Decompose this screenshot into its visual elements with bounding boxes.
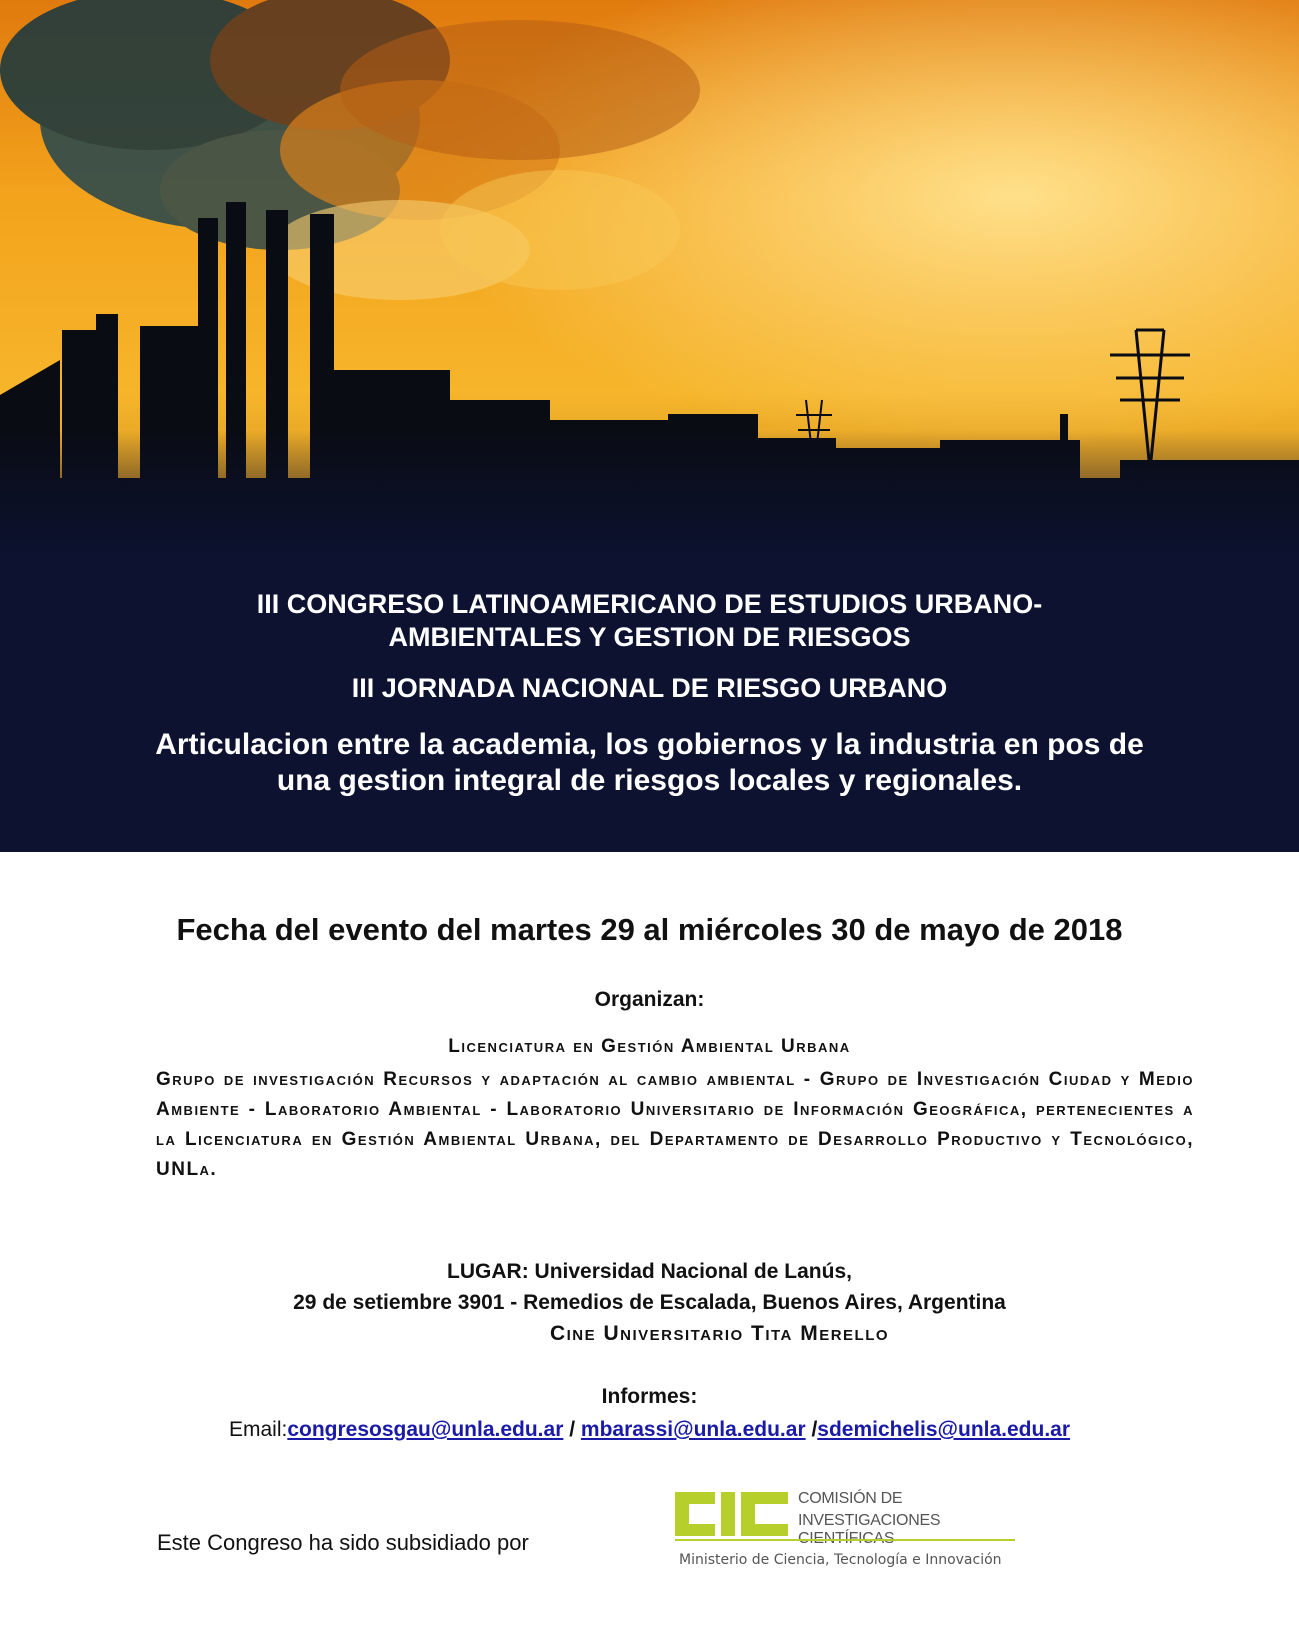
email-link-congresosgau[interactable]: congresosgau@unla.edu.ar <box>287 1418 564 1441</box>
info-label: Informes: <box>601 1385 698 1408</box>
logo-divider <box>675 1539 1015 1541</box>
congress-title <box>0 588 1299 654</box>
industrial-smoke-image <box>0 0 1299 560</box>
venue-line-3: Cine Universitario Tita Merello <box>549 1322 890 1345</box>
cic-logo <box>655 1476 1031 1588</box>
program-name: Licenciatura en Gestión Ambiental Urbana <box>448 1036 851 1057</box>
research-groups: Grupo de investigación Recursos y adaptación al cambio ambiental - Grupo de Investigación Ciudad y Medio Ambiente - Laboratorio Ambiental - Laboratorio Universitario de Información Geográfica, pertenecientes a la Licenciatura en Gestión Ambiental Urbana, del Departamento de Desarrollo Productivo y Tecnológico, UNLa. <box>156 1069 1194 1180</box>
subsidy-text: Este Congreso ha sido subsidiado por <box>157 1530 529 1555</box>
email-prefix: Email: <box>228 1418 288 1441</box>
email-separator: / <box>805 1418 818 1441</box>
jornada-title: III JORNADA NACIONAL DE RIESGO URBANO <box>351 673 948 703</box>
congress-title-line-2: AMBIENTALES Y GESTION DE RIESGOS <box>388 622 911 652</box>
email-separator: / <box>563 1418 581 1441</box>
logo-text-line-1: COMISIÓN DE <box>798 1490 903 1507</box>
cic-logo-mark <box>675 1492 788 1536</box>
logo-text-line-2: INVESTIGACIONES <box>798 1512 941 1529</box>
email-link-mbarassi[interactable]: mbarassi@unla.edu.ar <box>580 1418 806 1441</box>
logo-ministry-text: Ministerio de Ciencia, Tecnología e Innovación <box>679 1552 1002 1568</box>
organizers-label: Organizan: <box>594 988 705 1011</box>
congress-theme-line-1: Articulacion entre la academia, los gobiernos y la industria en pos de <box>155 728 1144 761</box>
email-link-sdemichelis[interactable]: sdemichelis@unla.edu.ar <box>817 1418 1071 1441</box>
congress-theme <box>0 727 1299 799</box>
email-line <box>0 1418 1299 1442</box>
congress-title-line-1: III CONGRESO LATINOAMERICANO DE ESTUDIOS URBANO- <box>256 589 1043 619</box>
venue-line-1: LUGAR: Universidad Nacional de Lanús, <box>447 1260 852 1283</box>
venue <box>0 1256 1299 1349</box>
venue-line-2: 29 de setiembre 3901 - Remedios de Escalada, Buenos Aires, Argentina <box>293 1291 1006 1314</box>
hero-text <box>0 588 1299 799</box>
event-date: Fecha del evento del martes 29 al miércoles 30 de mayo de 2018 <box>176 912 1123 947</box>
congress-theme-line-2: una gestion integral de riesgos locales y regionales. <box>276 764 1023 797</box>
